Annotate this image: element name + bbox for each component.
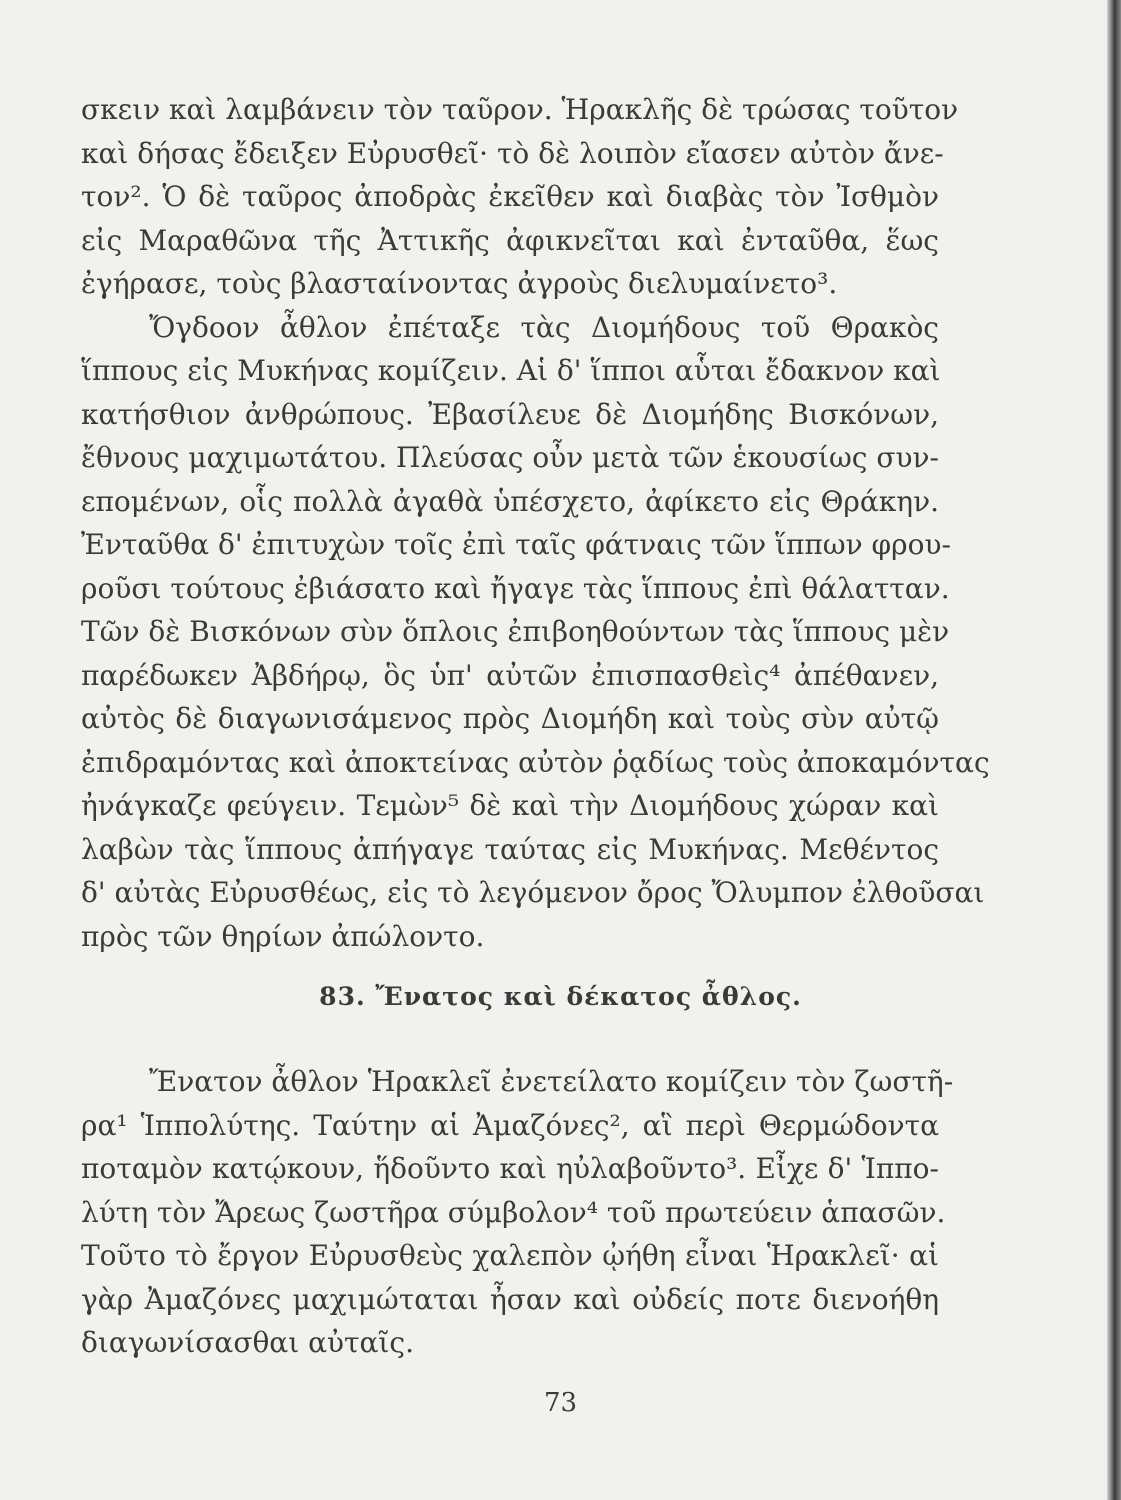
text-line: Ἐνταῦθα δ' ἐπιτυχὼν τοῖς ἐπὶ ταῖς φάτναις τῶν ἵππων φρου- bbox=[81, 528, 951, 561]
text-line: Τοῦτο τὸ ἔργον Εὐρυσθεὺς χαλεπὸν ᾠήθη εἶναι Ἡρακλεῖ· αἱ bbox=[81, 1239, 939, 1272]
text-line: διαγωνίσασθαι αὐταῖς. bbox=[81, 1326, 414, 1359]
text-line: λύτη τὸν Ἄρεως ζωστῆρα σύμβολον⁴ τοῦ πρωτεύειν ἁπασῶν. bbox=[81, 1195, 946, 1229]
text-line: ροῦσι τούτους ἐβιάσατο καὶ ἤγαγε τὰς ἵππους ἐπὶ θάλατταν. bbox=[81, 571, 950, 605]
text-line: πρὸς τῶν θηρίων ἀπώλοντο. bbox=[81, 919, 485, 953]
text-line: Τῶν δὲ Βισκόνων σὺν ὅπλοις ἐπιβοηθούντων τὰς ἵππους μὲν bbox=[81, 615, 950, 648]
text-line: ἵππους εἰς Μυκήνας κομίζειν. Αἱ δ' ἵπποι αὗται ἔδακνον καὶ bbox=[81, 354, 941, 387]
text-line: επομένων, οἷς πολλὰ ἀγαθὰ ὑπέσχετο, ἀφίκετο εἰς Θράκην. bbox=[81, 484, 939, 518]
text-line: αὐτὸς δὲ διαγωνισάμενος πρὸς Διομήδη καὶ τοὺς σὺν αὐτῷ bbox=[81, 702, 939, 735]
text-line: εἰς Μαραθῶνα τῆς Ἀττικῆς ἀφικνεῖται καὶ ἐνταῦθα, ἕως bbox=[81, 223, 939, 257]
text-line: δ' αὐτὰς Εὐρυσθέως, εἰς τὸ λεγόμενον ὄρος Ὄλυμπον ἐλθοῦσαι bbox=[81, 876, 985, 909]
text-line: ποταμὸν κατῴκουν, ἥδοῦντο καὶ ηὐλαβοῦντο³. Εἶχε δ' Ἱππο- bbox=[81, 1152, 939, 1185]
section-heading: 83. Ἔνατος καὶ δέκατος ἆθλος. bbox=[319, 982, 802, 1011]
text-line: ρα¹ Ἱππολύτης. Ταύτην αἱ Ἀμαζόνες², αἳ περὶ Θερμώδοντα bbox=[81, 1108, 939, 1142]
text-line: Ὄγδοον ἆθλον ἐπέταξε τὰς Διομήδους τοῦ Θρακὸς bbox=[149, 310, 939, 344]
page-edge-shadow bbox=[1107, 0, 1121, 1500]
text-line: τον². Ὁ δὲ ταῦρος ἀποδρὰς ἐκεῖθεν καὶ διαβὰς τὸν Ἰσθμὸν bbox=[81, 180, 939, 213]
text-line: καὶ δήσας ἔδειξεν Εὐρυσθεῖ· τὸ δὲ λοιπὸν εἴασεν αὐτὸν ἄνε- bbox=[81, 136, 944, 170]
text-line: γὰρ Ἀμαζόνες μαχιμώταται ἦσαν καὶ οὐδείς ποτε διενοήθη bbox=[81, 1282, 939, 1316]
text-line: Ἔνατον ἆθλον Ἡρακλεῖ ἐνετείλατο κομίζειν τὸν ζωστῆ- bbox=[149, 1065, 954, 1098]
page-number: 73 bbox=[543, 1388, 578, 1418]
text-line: ἐγήρασε, τοὺς βλασταίνοντας ἀγροὺς διελυμαίνετο³. bbox=[81, 267, 838, 300]
text-line: ἠνάγκαζε φεύγειν. Τεμὼν⁵ δὲ καὶ τὴν Διομήδους χώραν καὶ bbox=[81, 789, 939, 822]
text-line: κατήσθιον ἀνθρώπους. Ἐβασίλευε δὲ Διομήδης Βισκόνων, bbox=[81, 397, 939, 431]
paragraph-2 bbox=[81, 1060, 954, 1365]
text-line: σκειν καὶ λαμβάνειν τὸν ταῦρον. Ἡρακλῆς δὲ τρώσας τοῦτον bbox=[81, 93, 959, 126]
text-line: παρέδωκεν Ἀβδήρῳ, ὃς ὑπ' αὐτῶν ἐπισπασθεὶς⁴ ἀπέθανεν, bbox=[81, 658, 939, 692]
text-line: λαβὼν τὰς ἵππους ἀπήγαγε ταύτας εἰς Μυκήνας. Μεθέντος bbox=[81, 832, 939, 866]
paragraph-1 bbox=[81, 88, 990, 958]
text-line: ἐπιδραμόντας καὶ ἀποκτείνας αὐτὸν ῥᾳδίως τοὺς ἀποκαμόντας bbox=[81, 745, 990, 779]
text-line: ἔθνους μαχιμωτάτου. Πλεύσας οὖν μετὰ τῶν ἑκουσίως συν- bbox=[81, 441, 939, 474]
